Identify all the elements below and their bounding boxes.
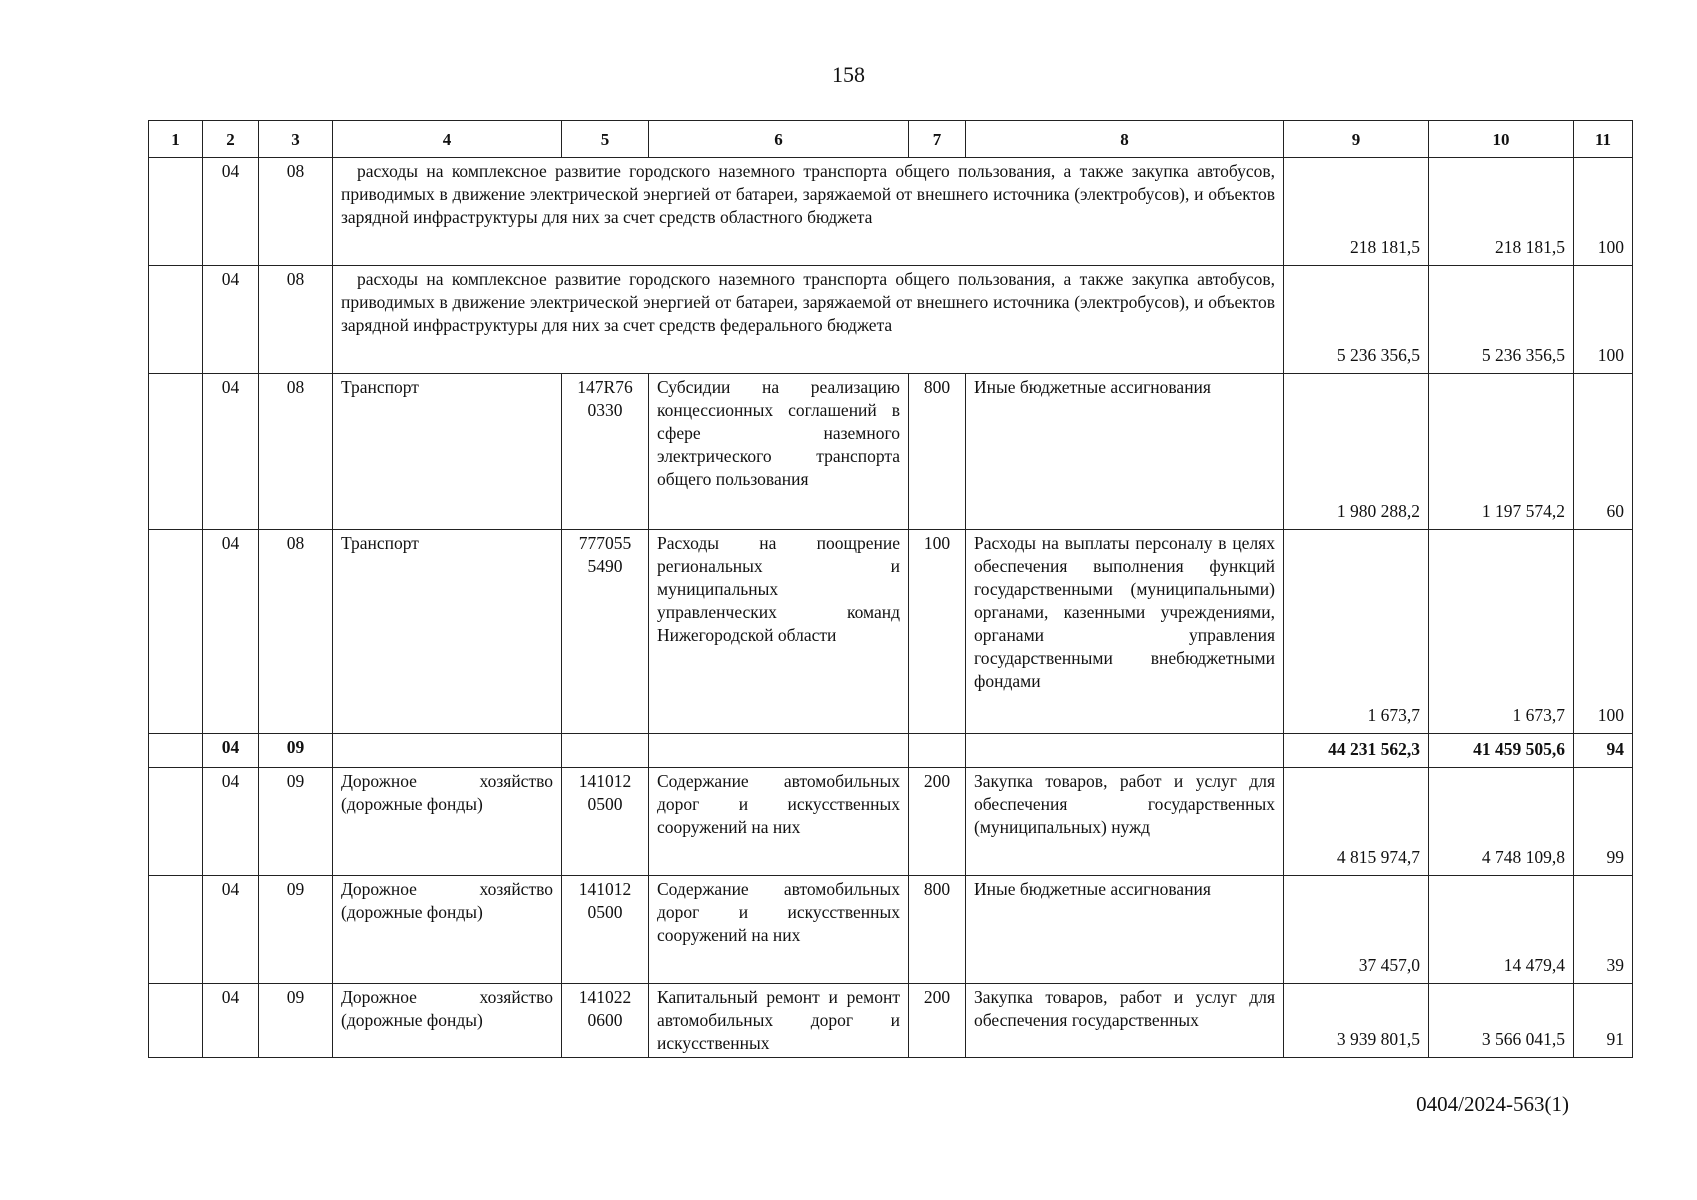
table-row <box>149 876 1633 984</box>
table-row <box>149 374 1633 530</box>
cell-percent: 100 <box>1574 266 1633 374</box>
cell-planned: 5 236 356,5 <box>1284 266 1429 374</box>
cell-empty <box>909 734 966 768</box>
cell-article-name: Расходы на поощрение региональных и муниципальных управленческих команд Нижегородской области <box>649 530 909 734</box>
cell-expense-type: 200 <box>909 984 966 1058</box>
cell-executed: 14 479,4 <box>1429 876 1574 984</box>
cell-target-article: 147R76 0330 <box>562 374 649 530</box>
cell-expense-type-name: Иные бюджетные ассигнования <box>966 876 1284 984</box>
cell-subsection-name: Транспорт <box>333 530 562 734</box>
cell-expense-type-name: Закупка товаров, работ и услуг для обеспечения государственных (муниципальных) нужд <box>966 768 1284 876</box>
cell-executed: 1 197 574,2 <box>1429 374 1574 530</box>
cell-description: расходы на комплексное развитие городского наземного транспорта общего пользования, а также закупка автобусов, приводимых в движение электрической энергией от батареи, заряжаемой от внешнего источника (электробусов), и объектов зарядной инфраструктуры для них за счет средств федерального бюджета <box>333 266 1284 374</box>
cell-section: 04 <box>203 158 259 266</box>
cell-expense-type: 200 <box>909 768 966 876</box>
cell-subsection: 08 <box>259 530 333 734</box>
cell-target-article: 141012 0500 <box>562 768 649 876</box>
header-col-10: 10 <box>1429 121 1574 158</box>
cell-executed: 218 181,5 <box>1429 158 1574 266</box>
page-number: 158 <box>832 62 865 87</box>
table-row <box>149 266 1633 374</box>
cell-empty <box>333 734 562 768</box>
cell-planned: 218 181,5 <box>1284 158 1429 266</box>
cell-percent: 94 <box>1574 734 1633 768</box>
cell-section: 04 <box>203 984 259 1058</box>
cell-subsection: 09 <box>259 876 333 984</box>
header-col-11: 11 <box>1574 121 1633 158</box>
header-col-8: 8 <box>966 121 1284 158</box>
cell-planned: 1 980 288,2 <box>1284 374 1429 530</box>
cell-subsection-name: Дорожное хозяйство (дорожные фонды) <box>333 984 562 1058</box>
cell-planned: 44 231 562,3 <box>1284 734 1429 768</box>
table-row <box>149 984 1633 1058</box>
cell-expense-type: 100 <box>909 530 966 734</box>
cell-percent: 100 <box>1574 530 1633 734</box>
header-col-1: 1 <box>149 121 203 158</box>
cell-expense-type-name: Иные бюджетные ассигнования <box>966 374 1284 530</box>
cell-empty <box>966 734 1284 768</box>
cell-expense-type-name: Расходы на выплаты персоналу в целях обеспечения выполнения функций государственными (муниципальными) органами, казенными учреждениями, органами управления государственными внебюджетными фондами <box>966 530 1284 734</box>
cell-expense-type: 800 <box>909 374 966 530</box>
cell-section: 04 <box>203 530 259 734</box>
header-col-5: 5 <box>562 121 649 158</box>
cell-planned: 1 673,7 <box>1284 530 1429 734</box>
cell-executed: 3 566 041,5 <box>1429 984 1574 1058</box>
cell-subsection-name: Дорожное хозяйство (дорожные фонды) <box>333 768 562 876</box>
header-col-7: 7 <box>909 121 966 158</box>
cell-target-article: 777055 5490 <box>562 530 649 734</box>
cell-article-name: Содержание автомобильных дорог и искусственных сооружений на них <box>649 876 909 984</box>
cell-executed: 1 673,7 <box>1429 530 1574 734</box>
cell-empty <box>149 768 203 876</box>
header-col-2: 2 <box>203 121 259 158</box>
cell-subsection: 09 <box>259 984 333 1058</box>
cell-article-name: Субсидии на реализацию концессионных соглашений в сфере наземного электрического транспорта общего пользования <box>649 374 909 530</box>
cell-section: 04 <box>203 374 259 530</box>
cell-empty <box>149 876 203 984</box>
cell-subsection: 09 <box>259 734 333 768</box>
header-col-3: 3 <box>259 121 333 158</box>
document-code: 0404/2024-563(1) <box>1416 1092 1569 1116</box>
cell-empty <box>149 374 203 530</box>
table-row <box>149 768 1633 876</box>
cell-empty <box>562 734 649 768</box>
cell-empty <box>149 984 203 1058</box>
cell-planned: 3 939 801,5 <box>1284 984 1429 1058</box>
cell-empty <box>649 734 909 768</box>
cell-target-article: 141012 0500 <box>562 876 649 984</box>
cell-target-article: 141022 0600 <box>562 984 649 1058</box>
cell-description: расходы на комплексное развитие городского наземного транспорта общего пользования, а также закупка автобусов, приводимых в движение электрической энергией от батареи, заряжаемой от внешнего источника (электробусов), и объектов зарядной инфраструктуры для них за счет средств областного бюджета <box>333 158 1284 266</box>
table-header-row <box>149 121 1633 158</box>
cell-expense-type: 800 <box>909 876 966 984</box>
cell-empty <box>149 734 203 768</box>
cell-subsection-name: Дорожное хозяйство (дорожные фонды) <box>333 876 562 984</box>
cell-empty <box>149 530 203 734</box>
cell-percent: 99 <box>1574 768 1633 876</box>
cell-article-name: Содержание автомобильных дорог и искусственных сооружений на них <box>649 768 909 876</box>
cell-empty <box>149 158 203 266</box>
cell-article-name: Капитальный ремонт и ремонт автомобильных дорог и искусственных <box>649 984 909 1058</box>
cell-planned: 37 457,0 <box>1284 876 1429 984</box>
cell-executed: 4 748 109,8 <box>1429 768 1574 876</box>
table-row <box>149 158 1633 266</box>
budget-table <box>148 120 1633 1058</box>
table-row <box>149 530 1633 734</box>
header-col-4: 4 <box>333 121 562 158</box>
cell-percent: 60 <box>1574 374 1633 530</box>
header-col-9: 9 <box>1284 121 1429 158</box>
subtotal-row <box>149 734 1633 768</box>
cell-expense-type-name: Закупка товаров, работ и услуг для обеспечения государственных <box>966 984 1284 1058</box>
header-col-6: 6 <box>649 121 909 158</box>
cell-section: 04 <box>203 734 259 768</box>
cell-subsection-name: Транспорт <box>333 374 562 530</box>
cell-percent: 91 <box>1574 984 1633 1058</box>
cell-subsection: 08 <box>259 266 333 374</box>
cell-section: 04 <box>203 768 259 876</box>
cell-percent: 100 <box>1574 158 1633 266</box>
cell-executed: 5 236 356,5 <box>1429 266 1574 374</box>
cell-section: 04 <box>203 876 259 984</box>
cell-subsection: 08 <box>259 158 333 266</box>
cell-percent: 39 <box>1574 876 1633 984</box>
cell-subsection: 09 <box>259 768 333 876</box>
cell-subsection: 08 <box>259 374 333 530</box>
cell-executed: 41 459 505,6 <box>1429 734 1574 768</box>
cell-empty <box>149 266 203 374</box>
cell-section: 04 <box>203 266 259 374</box>
cell-planned: 4 815 974,7 <box>1284 768 1429 876</box>
